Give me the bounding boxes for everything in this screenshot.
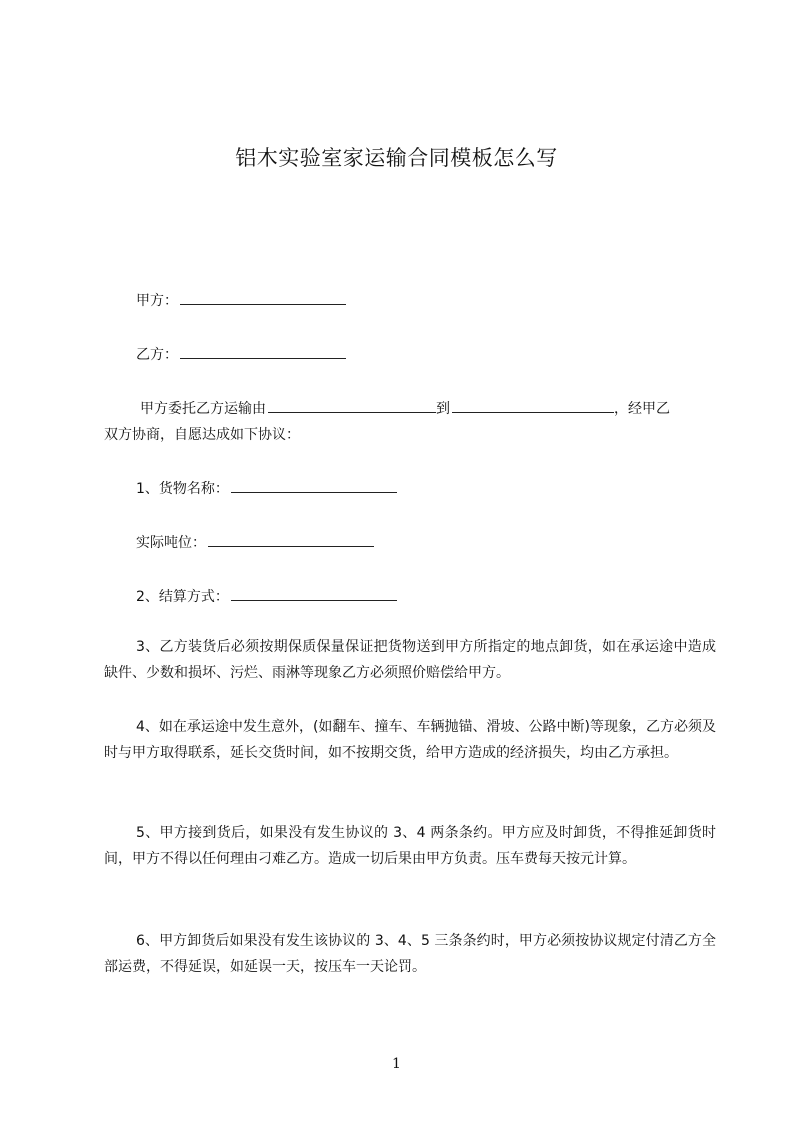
party-a-blank (180, 288, 346, 305)
item2-line (136, 584, 397, 610)
intro-line-2: 双方协商，自愿达成如下协议： (104, 427, 300, 443)
destination-blank (452, 396, 614, 413)
intro-line-1 (140, 396, 670, 422)
clause-5-text: 5、甲方接到货后，如果没有发生协议的 3、4 两条条约。甲方应及时卸货，不得推延卸货时间，甲方不得以任何理由刁难乙方。造成一切后果由甲方负责。压车费每天按元计算。 (104, 825, 716, 867)
party-a-label: 甲方： (136, 293, 178, 309)
party-b-line (136, 342, 346, 368)
item1-label: 1、货物名称： (136, 481, 229, 497)
clause-6 (104, 928, 716, 980)
document-title: 铝木实验室家运输合同模板怎么写 (235, 146, 558, 170)
tonnage-blank (208, 530, 374, 547)
tonnage-label: 实际吨位： (136, 535, 206, 551)
item1-line (136, 476, 397, 502)
clause-6-text: 6、甲方卸货后如果没有发生该协议的 3、4、5 三条条约时，甲方必须按协议规定付清乙方全部运费，不得延误，如延误一天，按压车一天论罚。 (104, 933, 716, 975)
goods-name-blank (231, 476, 397, 493)
party-a-line (136, 288, 346, 314)
clause-5 (104, 820, 716, 872)
intro-text-b: 到 (436, 401, 450, 417)
clause-3-text: 3、乙方装货后必须按期保质保量保证把货物送到甲方所指定的地点卸货，如在承运途中造成缺件、少数和损坏、污烂、雨淋等现象乙方必须照价赔偿给甲方。 (104, 639, 716, 681)
intro-text-a: 甲方委托乙方运输由 (140, 401, 266, 417)
page-number: 1 (392, 1056, 401, 1072)
settlement-blank (231, 584, 397, 601)
party-b-label: 乙方： (136, 347, 178, 363)
clause-3 (104, 634, 716, 686)
item2-label: 2、结算方式： (136, 589, 229, 605)
origin-blank (268, 396, 436, 413)
tonnage-line (136, 530, 374, 556)
party-b-blank (180, 342, 346, 359)
intro-text-c: ，经甲乙 (614, 401, 670, 417)
clause-4 (104, 714, 716, 766)
clause-4-text: 4、如在承运途中发生意外，(如翻车、撞车、车辆抛锚、滑坡、公路中断)等现象，乙方必须及时与甲方取得联系，延长交货时间，如不按期交货，给甲方造成的经济损失，均由乙方承担。 (104, 719, 716, 761)
